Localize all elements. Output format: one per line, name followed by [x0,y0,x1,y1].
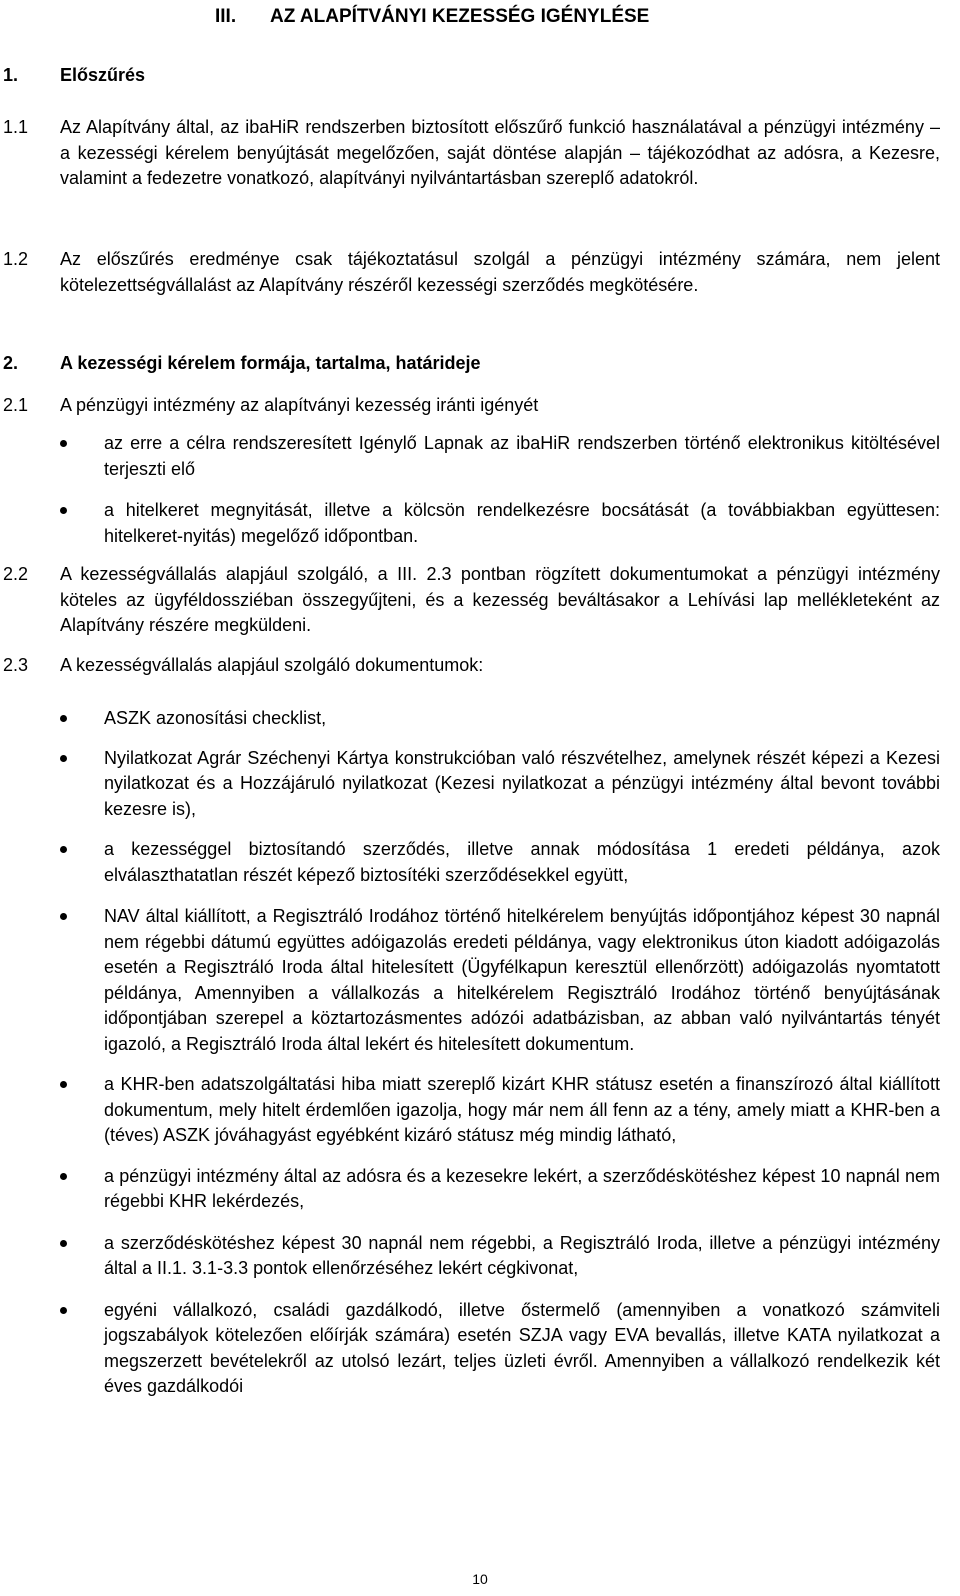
list-item-text: a szerződéskötéshez képest 30 napnál nem régebbi, a Regisztráló Iroda, illetve a pénzügyi intézmény által a II.1. 3.1-3.3 pontok ellenőrzéséhez lekért cégkivonat, [104,1232,940,1278]
paragraph-text: A kezességvállalás alapjául szolgáló, a III. 2.3 pontban rögzített dokumentumokat a pénzügyi intézmény köteles az ügyféldossziéban összegyűjteni, és a kezesség beváltásakor a Lehívási lap mellékleteként az Alapítvány részére megküldeni. [60,564,940,635]
paragraph-text: A pénzügyi intézmény az alapítványi kezesség iránti igényét [60,395,539,415]
list-item [0,1298,940,1400]
section-1-title: Előszűrés [60,65,146,85]
bullet-icon [60,1307,67,1314]
bullet-icon [60,715,67,722]
bullet-list-2-1 [0,431,940,549]
list-item-text: ASZK azonosítási checklist, [104,708,327,728]
bullet-icon [60,846,67,853]
list-item-text: a KHR-ben adatszolgáltatási hiba miatt szereplő kizárt KHR státusz esetén a finanszírozó által kiállított dokumentum, mely hitelt érdemlően igazolja, hogy már nem áll fenn az a tény, amely miatt a KHR-ben a (téves) ASZK jóváhagyást egyébként kizáró státusz még mindig látható, [104,1074,940,1145]
bullet-icon [60,440,67,447]
list-item [0,1072,940,1149]
bullet-icon [60,507,67,514]
bullet-icon [60,1240,67,1247]
paragraph-2-3 [3,653,940,679]
section-1-number: 1. [3,65,19,85]
paragraph-2-2 [3,562,940,639]
paragraph-2-1 [3,393,940,419]
paragraph-1-1 [3,115,940,192]
bullet-icon [60,913,67,920]
chapter-title: AZ ALAPÍTVÁNYI KEZESSÉG IGÉNYLÉSE [270,6,650,27]
list-item-text: a pénzügyi intézmény által az adósra és a kezesekre lekért, a szerződéskötéshez képest 10 napnál nem régebbi KHR lekérdezés, [104,1165,940,1211]
paragraph-1-2 [3,247,940,298]
page-number: 10 [472,1571,488,1587]
list-item-text: Nyilatkozat Agrár Széchenyi Kártya konstrukcióban való részvételhez, amelynek részét képezi a Kezesi nyilatkozat és a Hozzájáruló nyilatkozat (Kezesi nyilatkozat a pénzügyi intézmény által bevont további kezesre is), [104,747,940,819]
paragraph-number: 1.1 [3,117,29,137]
paragraph-text: Az előszűrés eredménye csak tájékoztatásul szolgál a pénzügyi intézmény számára, nem jelent kötelezettségvállalást az Alapítvány részéről kezességi szerződés megkötésére. [60,249,940,295]
paragraph-number: 2.2 [3,564,29,584]
chapter-heading [215,4,649,30]
list-item [0,1231,940,1282]
list-item [0,431,940,482]
bullet-icon [60,755,67,762]
section-2-number: 2. [3,353,19,373]
list-item-text: NAV által kiállított, a Regisztráló Irodához történő hitelkérelem benyújtás időpontjához képest 30 napnál nem régebbi dátumú együttes adóigazolás eredeti példánya, vagy elektronikus úton kiadott adóigazolás esetén a Regisztráló Iroda által hitelesített (Ügyfélkapun keresztül ellenőrzött) adóigazolás nyomtatott példánya, Amennyiben a vállalkozás a hitelkérelem Regisztráló Irodához történő benyújtásának időpontjában szerepel a köztartozásmentes adózói adatbázisban, az abban való nyilvántartás tényét igazoló, a Regisztráló Iroda által lekért és hitelesített dokumentum. [104,906,940,1054]
list-item-text: a kezességgel biztosítandó szerződés, illetve annak módosítása 1 eredeti példánya, azok elválaszthatatlan részét képező biztosítéki szerződésekkel együtt, [104,839,940,885]
section-2-heading [3,351,481,377]
list-item [0,498,940,549]
bullet-list-2-3 [0,706,940,1400]
list-item [0,904,940,1057]
list-item [0,837,940,888]
paragraph-number: 1.2 [3,249,29,269]
paragraph-number: 2.3 [3,655,29,675]
list-item [0,706,940,732]
paragraph-text: Az Alapítvány által, az ibaHiR rendszerben biztosított előszűrő funkció használatával a pénzügyi intézmény – a kezességi kérelem benyújtását megelőzően, saját döntése alapján – tájékozódhat az adósra, a Kezesre, valamint a fedezetre vonatkozó, alapítványi nyilvántartásban szereplő adatokról. [60,117,940,188]
list-item [0,746,940,823]
section-2-title: A kezességi kérelem formája, tartalma, határideje [60,353,481,373]
bullet-icon [60,1081,67,1088]
list-item-text: egyéni vállalkozó, családi gazdálkodó, illetve őstermelő (amennyiben a vonatkozó számviteli jogszabályok kötelezően előírják számára) esetén SZJA vagy EVA bevallás, illetve KATA nyilatkozat a megszerzett bevételekről az utolsó lezárt, teljes üzleti évről. Amennyiben a vállalkozó rendelkezik két éves gazdálkodói [104,1299,940,1396]
paragraph-number: 2.1 [3,395,29,415]
list-item-text: az erre a célra rendszeresített Igénylő Lapnak az ibaHiR rendszerben történő elektronikus kitöltésével terjeszti elő [104,433,940,479]
list-item [0,1164,940,1215]
chapter-number: III. [215,6,237,27]
bullet-icon [60,1173,67,1180]
section-1-heading [3,63,145,89]
list-item-text: a hitelkeret megnyitását, illetve a kölcsön rendelkezésre bocsátását (a továbbiakban együttesen: hitelkeret-nyitás) megelőző időpontban. [104,500,940,546]
paragraph-text: A kezességvállalás alapjául szolgáló dokumentumok: [60,655,484,675]
